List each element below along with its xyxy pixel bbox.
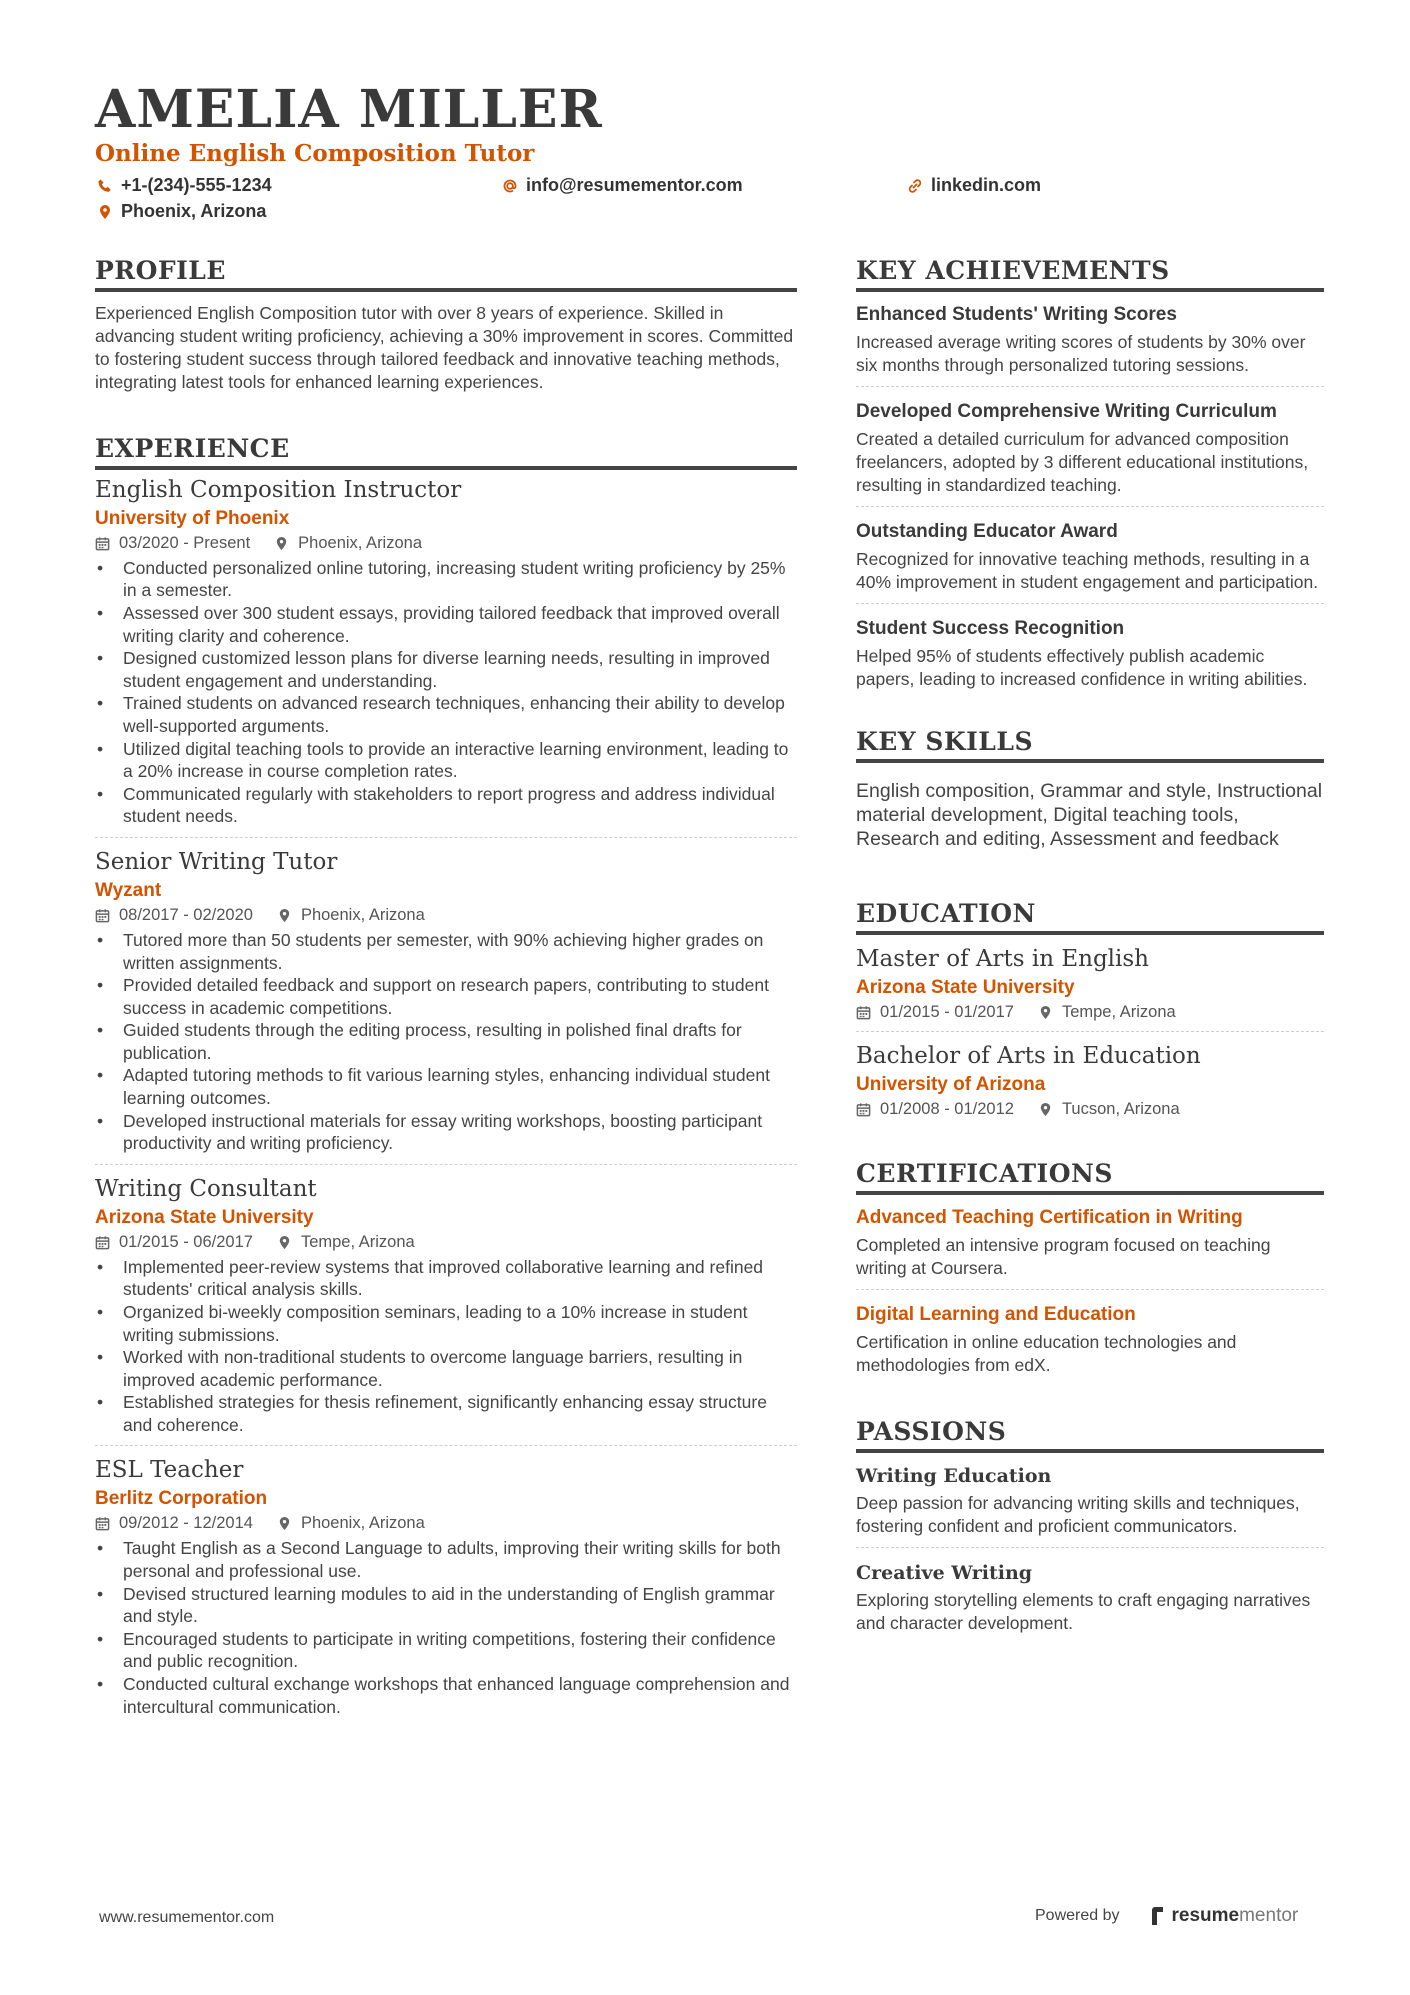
degree-title: Bachelor of Arts in Education: [856, 1042, 1201, 1069]
school-name: University of Arizona: [856, 1073, 1046, 1095]
resumementor-logo-icon: [1150, 1906, 1166, 1926]
location-pin-icon: [277, 1235, 292, 1250]
phone-text: +1-(234)-555-1234: [121, 175, 272, 195]
bullet-item: • Trained students on advanced research techniques, enhancing their ability to develop well-supported arguments.: [95, 692, 797, 737]
brand-logo-text: [1172, 1905, 1299, 1927]
achievement-title: Outstanding Educator Award: [856, 521, 1118, 542]
job-bullets: [95, 929, 797, 1155]
certification-item: [856, 1304, 1324, 1377]
section-heading-achievements: KEY ACHIEVEMENTS: [856, 256, 1324, 292]
footer-website[interactable]: www.resumementor.com: [99, 1909, 275, 1926]
date-text: 01/2008 - 01/2012: [880, 1099, 1014, 1118]
experience-list: [95, 476, 797, 1718]
certification-item: [856, 1207, 1324, 1280]
location-pin-icon: [97, 204, 113, 220]
achievement-item: [856, 304, 1324, 377]
left-column: [95, 256, 797, 1718]
date-text: 09/2012 - 12/2014: [119, 1514, 253, 1533]
divider: [856, 1031, 1324, 1032]
bullet-item: • Organized bi-weekly composition seminars, leading to a 10% increase in student writing submissions.: [95, 1301, 797, 1346]
location-pin-icon: [274, 536, 289, 551]
certification-text: Completed an intensive program focused on teaching writing at Coursera.: [856, 1234, 1271, 1278]
date-range: [95, 1514, 253, 1533]
bullet-item: • Utilized digital teaching tools to provide an interactive learning environment, leading to a 20% increase in course completion rates.: [95, 738, 797, 783]
bullet-item: • Devised structured learning modules to aid in the understanding of English grammar and style.: [95, 1583, 797, 1628]
job-entry: [95, 476, 797, 828]
location-pin-icon: [1038, 1102, 1053, 1117]
section-heading-experience: EXPERIENCE: [95, 434, 797, 470]
job-title: Writing Consultant: [95, 1175, 317, 1202]
divider: [856, 1547, 1324, 1548]
job-entry: [95, 1175, 797, 1437]
brand-part-resume: resume: [1171, 1905, 1240, 1926]
location: [1038, 1100, 1180, 1119]
job-title: Senior Writing Tutor: [95, 849, 338, 876]
achievement-item: [856, 521, 1324, 594]
contact-phone: [97, 175, 272, 196]
date-location-row: [95, 1514, 797, 1533]
bullet-item: • Conducted personalized online tutoring, increasing student writing proficiency by 25% in a semester.: [95, 557, 797, 602]
contact-linkedin[interactable]: [907, 175, 1041, 196]
job-title: English Composition Instructor: [95, 477, 462, 503]
bullet-item: • Established strategies for thesis refinement, significantly enhancing essay structure and coherence.: [95, 1391, 797, 1436]
location-text: Tempe, Arizona: [300, 1232, 415, 1251]
company-name: Wyzant: [95, 879, 162, 901]
date-location-row: [856, 1100, 1324, 1119]
location-text: Phoenix, Arizona: [298, 533, 423, 552]
at-icon: [502, 178, 518, 194]
calendar-icon: [95, 1235, 110, 1250]
location-text: Tucson, Arizona: [1061, 1099, 1180, 1118]
passion-text: Exploring storytelling elements to craft engaging narratives and character development.: [856, 1589, 1311, 1633]
contact-location: [97, 201, 266, 222]
divider: [856, 386, 1324, 387]
bullet-item: • Designed customized lesson plans for diverse learning needs, resulting in improved student engagement and understanding.: [95, 647, 797, 692]
job-entry: [95, 1456, 797, 1718]
brand-part-mentor: mentor: [1239, 1905, 1299, 1926]
phone-icon: [97, 178, 113, 194]
section-heading-certifications: CERTIFICATIONS: [856, 1159, 1324, 1195]
degree-title: Master of Arts in English: [856, 946, 1149, 972]
date-text: 01/2015 - 06/2017: [119, 1232, 253, 1251]
bullet-item: • Taught English as a Second Language to adults, improving their writing skills for both personal and professional use.: [95, 1537, 797, 1582]
location-pin-icon: [277, 908, 292, 923]
powered-by-label: Powered by: [1035, 1907, 1120, 1924]
bullet-item: • Communicated regularly with stakeholders to report progress and address individual student needs.: [95, 783, 797, 828]
location-text: Tempe, Arizona: [1061, 1002, 1176, 1021]
job-bullets: [95, 1256, 797, 1437]
location: [277, 1514, 425, 1533]
date-location-row: [95, 1233, 797, 1252]
date-location-row: [95, 906, 797, 925]
bullet-item: • Conducted cultural exchange workshops that enhanced language comprehension and intercultural communication.: [95, 1673, 797, 1718]
date-range: [95, 1233, 253, 1252]
bullet-item: • Worked with non-traditional students to overcome language barriers, resulting in improved academic performance.: [95, 1346, 797, 1391]
experience-section: [95, 434, 797, 1718]
achievement-text: Increased average writing scores of students by 30% over six months through personalized tutoring sessions.: [856, 332, 1306, 375]
job-bullets: [95, 1537, 797, 1718]
location-text: Phoenix, Arizona: [300, 1514, 425, 1533]
passion-title: Writing Education: [856, 1464, 1052, 1487]
divider: [856, 603, 1324, 604]
date-location-row: [856, 1003, 1324, 1022]
date-text: 03/2020 - Present: [119, 533, 251, 552]
location-pin-icon: [1038, 1005, 1053, 1020]
calendar-icon: [856, 1005, 871, 1020]
achievement-text: Recognized for innovative teaching methods, resulting in a 40% improvement in student engagement and participation.: [856, 549, 1319, 592]
candidate-name: AMELIA MILLER: [95, 79, 603, 140]
candidate-title: Online English Composition Tutor: [95, 140, 535, 167]
profile-summary: Experienced English Composition tutor with over 8 years of experience. Skilled in advancing student writing proficiency, achieving a 30% improvement in scores. Committed to fostering student success through tailored feedback and innovative teaching methods, integrating latest tools for enhanced learning experiences.: [95, 303, 794, 392]
date-text: 01/2015 - 01/2017: [880, 1002, 1014, 1021]
company-name: Berlitz Corporation: [95, 1488, 268, 1510]
job-entry: [95, 848, 797, 1155]
location-pin-icon: [277, 1516, 292, 1531]
location: [1038, 1003, 1176, 1022]
bullet-item: • Implemented peer-review systems that improved collaborative learning and refined students' critical analysis skills.: [95, 1256, 797, 1301]
education-item: [856, 1042, 1324, 1119]
divider: [856, 1289, 1324, 1290]
linkedin-text[interactable]: linkedin.com: [931, 175, 1042, 195]
divider: [95, 837, 797, 838]
achievements-section: [856, 256, 1324, 691]
location: [277, 906, 425, 925]
date-range: [95, 534, 250, 553]
job-bullets: [95, 557, 797, 828]
section-heading-education: EDUCATION: [856, 899, 1324, 935]
email-text[interactable]: info@resumementor.com: [526, 175, 743, 195]
bullet-item: • Adapted tutoring methods to fit various learning styles, enhancing individual student learning outcomes.: [95, 1064, 797, 1109]
calendar-icon: [95, 908, 110, 923]
achievement-text: Created a detailed curriculum for advanced composition freelancers, adopted by 3 different educational institutions, resulting in standardized teaching.: [856, 429, 1309, 495]
date-range: [95, 906, 253, 925]
certifications-list: [856, 1207, 1324, 1377]
bullet-item: • Provided detailed feedback and support on research papers, contributing to student success in academic competitions.: [95, 974, 797, 1019]
date-range: [856, 1100, 1014, 1119]
certification-title: Digital Learning and Education: [856, 1303, 1136, 1325]
profile-section: [95, 256, 797, 394]
divider: [95, 1164, 797, 1165]
passions-section: [856, 1417, 1324, 1635]
location-text: Phoenix, Arizona: [121, 201, 267, 221]
achievement-text: Helped 95% of students effectively publish academic papers, leading to increased confidence in writing abilities.: [856, 646, 1308, 689]
certification-text: Certification in online education technologies and methodologies from edX.: [856, 1331, 1237, 1375]
education-list: [856, 945, 1324, 1119]
company-name: University of Phoenix: [95, 507, 290, 529]
location: [274, 534, 422, 553]
company-name: Arizona State University: [95, 1206, 314, 1228]
calendar-icon: [95, 1516, 110, 1531]
bullet-item: • Tutored more than 50 students per semester, with 90% achieving higher grades on written assignments.: [95, 929, 797, 974]
passion-text: Deep passion for advancing writing skills and techniques, fostering confident and proficient communicators.: [856, 1492, 1300, 1536]
passion-item: [856, 1465, 1324, 1538]
date-text: 08/2017 - 02/2020: [119, 905, 253, 924]
skills-text: English composition, Grammar and style, Instructional material development, Digital teaching tools, Research and editing, Assessment and feedback: [856, 780, 1323, 850]
divider: [95, 1445, 797, 1446]
right-column: [856, 256, 1324, 1635]
achievement-item: [856, 401, 1324, 497]
certifications-section: [856, 1159, 1324, 1377]
passion-item: [856, 1562, 1324, 1635]
achievement-title: Student Success Recognition: [856, 618, 1125, 639]
bullet-item: • Encouraged students to participate in writing competitions, fostering their confidence and public recognition.: [95, 1628, 797, 1673]
bullet-item: • Developed instructional materials for essay writing workshops, boosting participant productivity and writing proficiency.: [95, 1110, 797, 1155]
achievement-title: Developed Comprehensive Writing Curriculum: [856, 401, 1277, 422]
location: [277, 1233, 415, 1252]
achievements-list: [856, 304, 1324, 691]
date-location-row: [95, 534, 797, 553]
achievement-item: [856, 618, 1324, 691]
section-heading-profile: PROFILE: [95, 256, 797, 292]
contact-email[interactable]: [502, 175, 743, 196]
section-heading-skills: KEY SKILLS: [856, 727, 1324, 763]
link-icon: [907, 178, 923, 194]
bullet-item: • Guided students through the editing process, resulting in polished final drafts for publication.: [95, 1019, 797, 1064]
footer-branding: [1035, 1905, 1298, 1927]
location-text: Phoenix, Arizona: [300, 905, 425, 924]
education-item: [856, 945, 1324, 1022]
calendar-icon: [856, 1102, 871, 1117]
achievement-title: Enhanced Students' Writing Scores: [856, 304, 1177, 325]
education-section: [856, 899, 1324, 1119]
passion-title: Creative Writing: [856, 1561, 1033, 1584]
certification-title: Advanced Teaching Certification in Writing: [856, 1206, 1243, 1228]
section-heading-passions: PASSIONS: [856, 1417, 1324, 1453]
date-range: [856, 1003, 1014, 1022]
school-name: Arizona State University: [856, 976, 1075, 998]
passions-list: [856, 1465, 1324, 1635]
bullet-item: • Assessed over 300 student essays, providing tailored feedback that improved overall writing clarity and coherence.: [95, 602, 797, 647]
skills-section: [856, 727, 1324, 851]
divider: [856, 506, 1324, 507]
calendar-icon: [95, 536, 110, 551]
job-title: ESL Teacher: [95, 1457, 244, 1484]
